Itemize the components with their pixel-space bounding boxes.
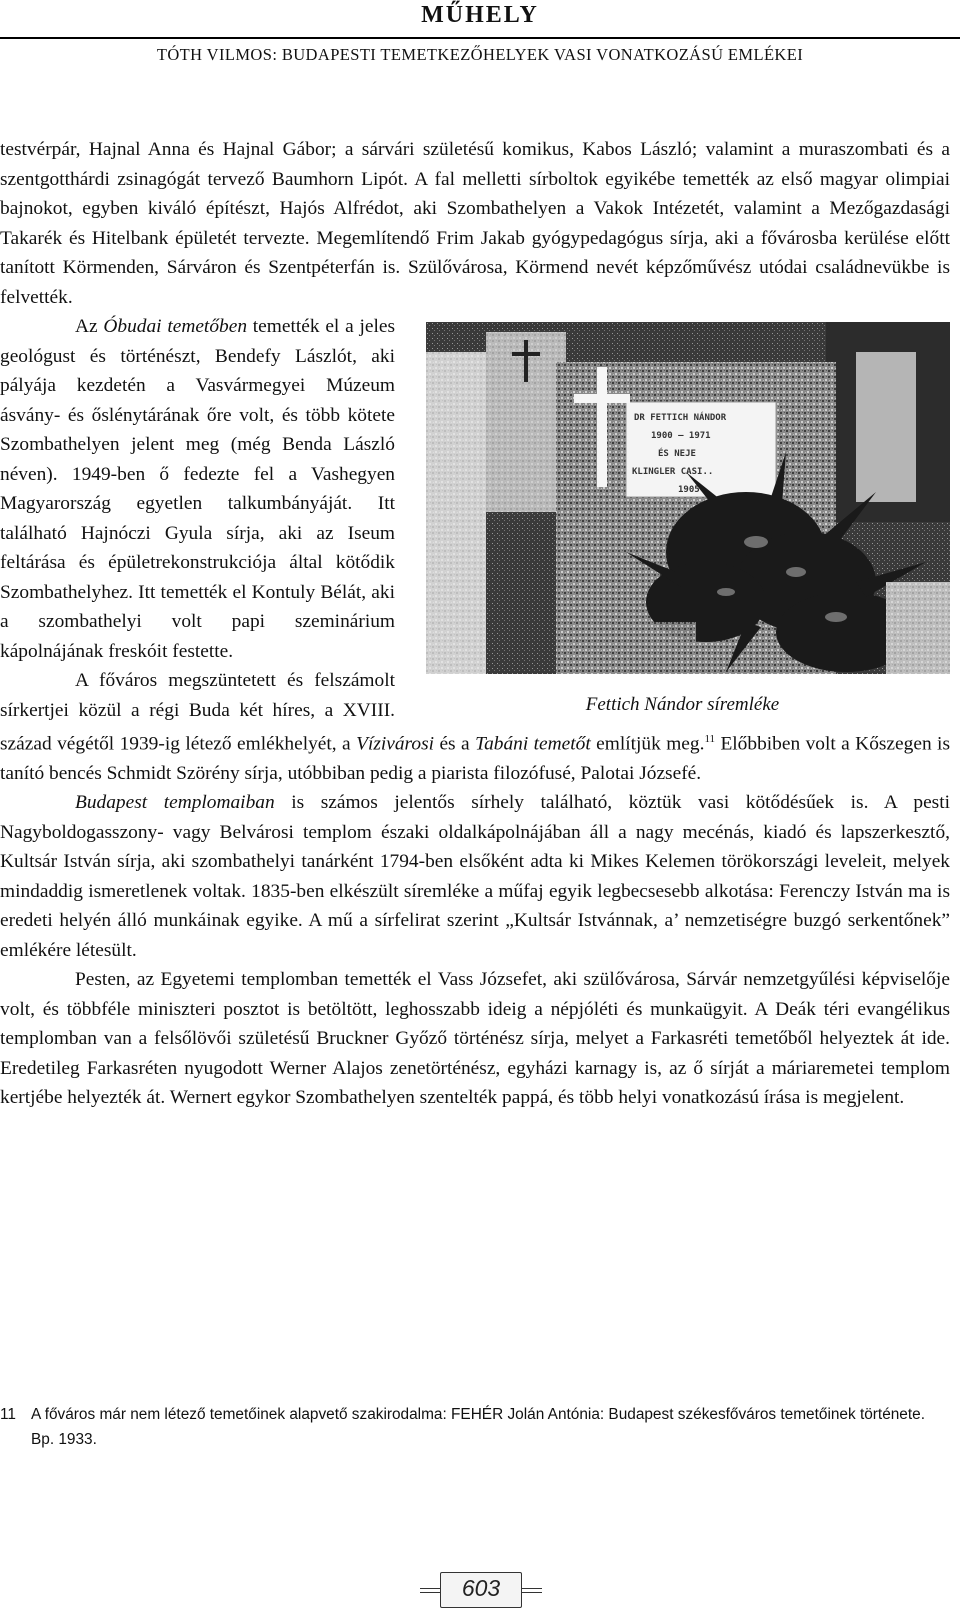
- figure: [415, 322, 950, 720]
- section-title: MŰHELY: [421, 2, 539, 28]
- article-running-title: TÓTH VILMOS: BUDAPESTI TEMETKEZŐHELYEK VASI VONATKOZÁSÚ EMLÉKEI: [156, 45, 804, 64]
- plaque-line-2: 1900 — 1971: [651, 431, 711, 441]
- page-ornament-right: [522, 1588, 542, 1593]
- footnote-number: 11: [0, 1406, 16, 1423]
- paragraph-5: Pesten, az Egyetemi templomban temették el Vass Józsefet, aki szülővárosa, Sárvár nemzetgyűlési képviselője volt, és többféle miniszteri posztot is betöltött, leghosszabb ideig a népjóléti és munkaügyit. A Deák téri evangélikus templomban van a felsőlövői születésű Bruckner Győző történész sírja, melyet a Farkasréti temetőből helyeztek át ide. Eredetileg Farkasréten nyugodott Werner Alajos zenetörténész, egyházi karnagy is, az ő sírját a máriaremetei templom kertjébe helyezték át. Wernert egykor Szombathelyen szentelték pappá, és több helyi vonatkozású írása is megjelent.: [0, 969, 950, 1109]
- header-divider: [0, 37, 960, 39]
- running-header: [0, 0, 960, 66]
- article-body: [0, 135, 950, 1113]
- plaque-line-4: KLINGLER CASI..: [632, 467, 714, 477]
- plaque-line-1: DR FETTICH NÁNDOR: [634, 413, 727, 423]
- grave-photo: [426, 322, 950, 674]
- plaque-line-5: 1905: [678, 485, 700, 495]
- footnote: [0, 1402, 950, 1452]
- paragraph-4: Budapest templomaiban is számos jelentős sírhely található, köztük vasi kötődésűek is. A pesti Nagyboldogasszony- vagy Belvárosi templom északi oldalkápolnájában áll a nagy mecénás, kiadó és lapszerkesztő, Kultsár István sírja, aki szombathelyi tanárként 1794-ben elsőként adta ki Mikes Kelemen törökországi leveleit, melyek mindaddig ismeretlenek voltak. 1835-ben elkészült síremléke a műfaj egyik legbecsesebb alkotása: Ferenczy István ma is eredeti helyén álló munkáinak egyike. A mű a sírfelirat szerint „Kultsár Istvánnak, a’ nemzetiségre buzgó serkentőnek” emlékére létesült.: [0, 792, 950, 961]
- paragraph-2: Az Óbudai temetőben temették el a jeles geológust és történészt, Bendefy Lászlót, aki pályája kezdetén a Vasvármegyei Múzeum ásvány- és őslénytárának őre volt, és több kötete Szombathelyen jelent meg (még Benda László néven). 1949-ben ő fedezte fel a Vashegyen Magyarország egyetlen talkumbányáját. Itt található Hajnóczi Gyula sírja, aki az Iseum feltárása és épületrekonstrukciója által kötődik Szombathelyhez. Itt temették el Kontuly Bélát, aki a szombathelyi volt papi szeminárium kápolnájának freskóit festette.: [0, 316, 395, 662]
- paragraph-3: A főváros megszüntetett és felszámolt sírkertjei közül a régi Buda két híres, a XVIII. század végétől 1939-ig létező emlékhelyét, a Vízivárosi és a Tabáni temetőt említjük meg.$^{11}$ Előbbiben volt a Kőszegen is tanító bencés Schmidt Szörény sírja, utóbbiban pedig a piarista filozófusé, Palotai Józsefé.: [0, 670, 950, 784]
- page-number-box: [440, 1572, 522, 1608]
- page-number: 603: [461, 1575, 501, 1601]
- figure-caption: Fettich Nándor síremléke: [585, 694, 780, 715]
- footnote-text: A főváros már nem létező temetőinek alapvető szakirodalma: FEHÉR Jolán Antónia: Budapest székesfőváros temetőinek története. Bp. 1933.: [31, 1406, 925, 1448]
- footnote-ref[interactable]: 11: [704, 733, 716, 745]
- plaque-line-3: ÉS NEJE: [658, 449, 696, 459]
- paragraph-1: testvérpár, Hajnal Anna és Hajnal Gábor; a sárvári születésű komikus, Kabos László; valamint a muraszombati és a szentgotthárdi zsinagógát tervező Baumhorn Lipót. A fal melletti sírboltok egyikébe temették az első magyar olimpiai bajnokot, egyben kiváló építészt, Hajós Alfrédot, aki Szombathelyen a Vakok Intézetét, valamint a Mezőgazdasági Takarék és Hitelbank épületét tervezte. Megemlítendő Frim Jakab gyógypedagógus sírja, aki a fővárosba kerülése előtt tanított Körmenden, Sárváron és Szentpéterfán is. Szülővárosa, Körmend nevét képzőművész utódai családnevükbe is felvették.: [0, 139, 950, 308]
- page-number-badge: [420, 1572, 540, 1606]
- page-ornament-left: [420, 1588, 440, 1593]
